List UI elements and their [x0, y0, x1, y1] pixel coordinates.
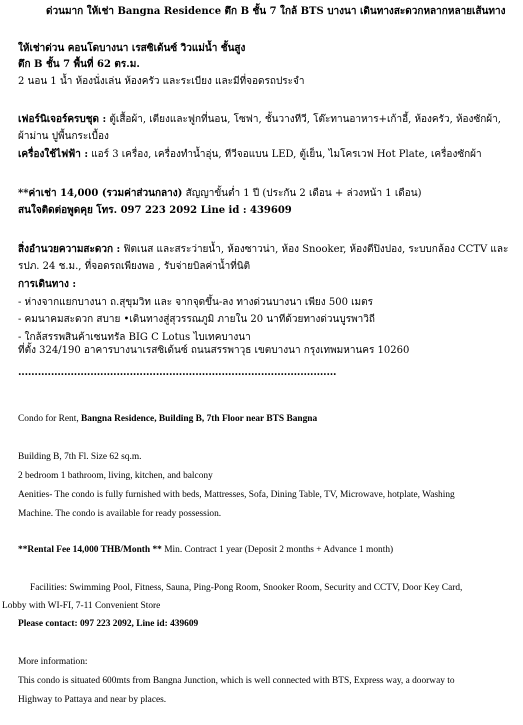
- building-info-thai: ตึก B ชั้น 7 พื้นที่ 62 ตร.ม.: [18, 59, 140, 70]
- rent-terms-thai: สัญญาขั้นต่ำ 1 ปี (ประกัน 2 เดือน + ล่วงหน้า 1 เดือน): [182, 188, 422, 199]
- headline-thai: ด่วนมาก ให้เช่า Bangna Residence ตึก B ชั้น 7 ใกล้ BTS บางนา เดินทางสะดวกหลากหลายเส้นทาง: [46, 6, 506, 17]
- title-english: [18, 413, 317, 426]
- travel-item-2: - คมนาคมสะดวก สบาย •เดินทางสู่สุวรรณภูมิ ภายใน 20 นาทีด้วยทางด่วนบูรพาวิถี: [18, 314, 375, 325]
- subhead-thai: ให้เช่าด่วน คอนโดบางนา เรสซิเด้นซ์ วิวแม่น้ำ ชั้นสูง: [18, 43, 246, 54]
- appliances-list: แอร์ 3 เครื่อง, เครื่องทำน้ำอุ่น, ทีวีจอแบน LED, ตู้เย็น, ไมโครเวฟ Hot Plate, เครื่องซักผ้า: [88, 149, 482, 160]
- facilities-line-1-english: Facilities: Swimming Pool, Fitness, Sauna, Ping-Pong Room, Snooker Room, Security and CCTV, Door Key Card,: [30, 583, 463, 593]
- facilities-label-thai: สิ่งอำนวยความสะดวก :: [18, 244, 121, 255]
- amenities-line-1: Aenities- The condo is fully furnished with beds, Mattresses, Sofa, Dining Table, TV, Microwave, hotplate, Washing: [18, 490, 455, 500]
- more-info-label: More information:: [18, 657, 88, 667]
- furniture-line-2: ผ้าม่าน ปูพื้นกระเบื้อง: [18, 131, 109, 142]
- travel-item-1: - ห่างจากแยกบางนา ถ.สุขุมวิท และ จากจุดขึ้น-ลง ทางด่วนบางนา เพียง 500 เมตร: [18, 297, 373, 308]
- appliances-label: เครื่องใช้ไฟฟ้า :: [18, 149, 89, 160]
- furniture-list: ตู้เสื้อผ้า, เตียงและฟูกที่นอน, โซฟา, ชั้นวางทีวี, โต๊ะทานอาหาร+เก้าอี้, ห้องครัว, ห้องซักผ้า,: [106, 114, 501, 125]
- rent-price-thai: **ค่าเช่า 14,000 (รวมค่าส่วนกลาง): [18, 188, 183, 199]
- rent-terms-english: Min. Contract 1 year (Deposit 2 months + Advance 1 month): [161, 545, 394, 555]
- travel-item-3: - ใกล้สรรพสินค้าเซนทรัล BIG C Lotus ไบเทคบางนา: [18, 332, 251, 343]
- travel-label: การเดินทาง :: [18, 279, 77, 290]
- facilities-line-1-thai: [18, 243, 508, 256]
- appliances-line: [18, 148, 482, 161]
- building-info-english: Building B, 7th Fl. Size 62 sq.m.: [18, 452, 142, 462]
- rent-line-thai: [18, 187, 422, 200]
- rooms-thai: 2 นอน 1 น้ำ ห้องนั่งเล่น ห้องครัว และระเบียง และมีที่จอดรถประจำ: [18, 76, 305, 87]
- facilities-line-2-thai: รปภ. 24 ช.ม., ที่จอดรถเพียงพอ , รับจ่ายบิลค่าน้ำที่นิติ: [18, 261, 251, 272]
- rooms-english: 2 bedroom 1 bathroom, living, kitchen, and balcony: [18, 471, 213, 481]
- rent-line-english: [18, 544, 393, 557]
- title-prefix: Condo for Rent,: [18, 414, 82, 424]
- amenities-line-2: Machine. The condo is available for ready possession.: [18, 509, 222, 519]
- divider: .................................................................................................: [18, 367, 337, 378]
- address-thai: ที่ตั้ง 324/190 อาคารบางนาเรสซิเด้นซ์ ถนนสรรพาวุธ เขตบางนา กรุงเทพมหานคร 10260: [18, 345, 410, 356]
- contact-thai: สนใจติดต่อพูดคุย โทร. 097 223 2092 Line id : 439609: [18, 205, 292, 216]
- furniture-label: เฟอร์นิเจอร์ครบชุด :: [18, 114, 107, 125]
- contact-english: Please contact: 097 223 2092, Line id: 439609: [18, 619, 199, 629]
- furniture-line-1: [18, 113, 501, 126]
- title-bold: Bangna Residence, Building B, 7th Floor near BTS Bangna: [81, 414, 318, 424]
- rent-price-english: **Rental Fee 14,000 THB/Month **: [18, 545, 162, 555]
- facilities-line-2-english: Lobby with WI-FI, 7-11 Convenient Store: [2, 601, 161, 611]
- facilities-list-thai: ฟิตเนส และสระว่ายน้ำ, ห้องซาวน่า, ห้อง Snooker, ห้องตีปิงปอง, ระบบกล้อง CCTV และ: [120, 244, 509, 255]
- location-line-1: This condo is situated 600mts from Bangna Junction, which is well connected with BTS, Express way, a doorway to: [18, 676, 455, 686]
- location-line-2: Highway to Pattaya and near by places.: [18, 695, 167, 705]
